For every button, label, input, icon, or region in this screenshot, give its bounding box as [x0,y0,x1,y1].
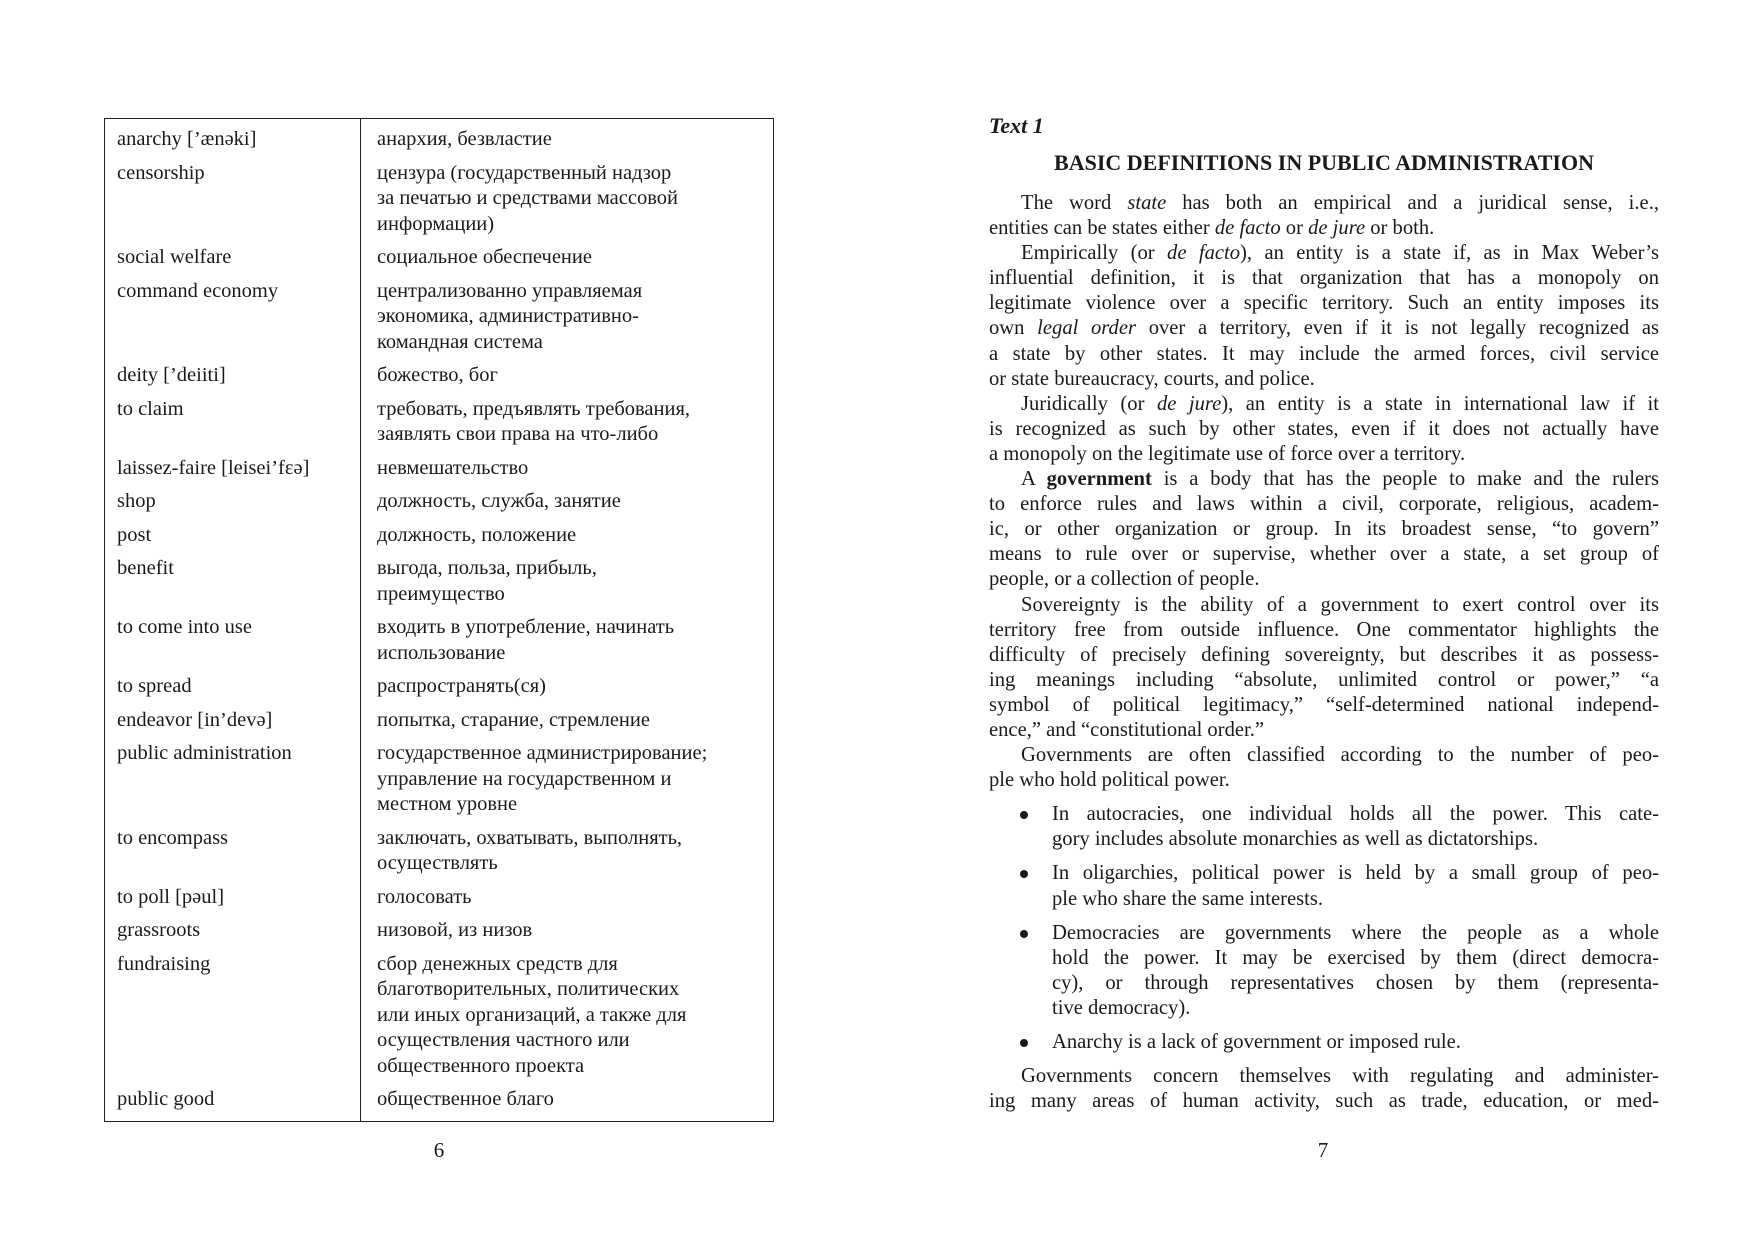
vocabulary-term: public good [105,1087,361,1121]
text-line [1052,996,1659,1021]
vocabulary-translation: попытка, старание, стремление [377,708,650,731]
text-run: ple who hold political power. [989,769,1230,792]
text-line [1052,946,1659,971]
text-run: means to rule over or supervise, whether over a state, a set group of [989,543,1659,566]
bullet-icon [1020,811,1028,819]
text-run: ing many areas of human activity, such as trade, education, or med- [989,1090,1659,1113]
bullet-icon [1020,870,1028,878]
vocabulary-row [105,279,774,364]
text-run: or both. [1365,217,1435,240]
vocabulary-term: shop [105,489,361,523]
vocabulary-row [105,456,774,490]
vocabulary-row [105,615,774,674]
text-line [989,693,1659,718]
paragraph [989,743,1659,793]
vocabulary-row [105,885,774,919]
bullet-icon [1020,1039,1028,1047]
vocabulary-row [105,826,774,885]
vocabulary-term: to encompass [105,826,361,885]
bold-term: government [1046,468,1152,491]
text-line [989,492,1659,517]
bullet-item [989,921,1659,1021]
text-run: gory includes absolute monarchies as well as dictatorships. [1052,828,1539,851]
vocabulary-term: fundraising [105,952,361,1088]
text-run: ing meanings including “absolute, unlimited control or power,” “a [989,668,1659,691]
text-line [989,216,1659,241]
italic-term: de jure [1156,392,1222,415]
vocabulary-term: public administration [105,741,361,826]
vocabulary-translation: выгода, польза, прибыль, преимущество [377,557,597,605]
vocabulary-translation: государственное администрирование; управление на государственном и местном уровне [377,742,708,815]
vocabulary-term: to come into use [105,615,361,674]
text-run: influential definition, it is that organization that has a monopoly on [989,267,1659,290]
bullet-icon [1020,930,1028,938]
vocabulary-term: command economy [105,279,361,364]
paragraph [989,191,1659,241]
vocabulary-row [105,952,774,1088]
vocabulary-translation: заключать, охватывать, выполнять, осуществлять [377,826,683,874]
vocabulary-row [105,523,774,557]
vocabulary-row [105,119,774,161]
vocabulary-term: endeavor [in’devə] [105,708,361,742]
vocabulary-term: to spread [105,674,361,708]
text-line [1052,861,1659,886]
text-line [989,342,1659,367]
vocabulary-term: grassroots [105,918,361,952]
text-run: The word [1021,192,1128,214]
text-run: own [989,317,1038,340]
text-run: cy), or through representatives chosen by them (representa- [1052,971,1659,994]
text-run: ), an entity is a state in international law if it [1221,392,1659,415]
text-run: has both an empirical and a juridical sense, i.e., [1166,192,1659,214]
text-run: symbol of political legitimacy,” “self-determined national independ- [989,693,1659,716]
vocabulary-term: social welfare [105,245,361,279]
vocabulary-translation: общественное благо [377,1088,554,1110]
text-run: is a body that has the people to make and the rulers [1151,468,1659,491]
vocabulary-translation: должность, служба, занятие [377,490,621,512]
paragraph [989,241,1659,392]
vocabulary-term: deity [’deiiti] [105,363,361,397]
text-line [989,392,1659,417]
text-run: or state bureaucracy, courts, and police. [989,367,1315,390]
text-line [989,442,1659,467]
text-run: Anarchy is a lack of government or imposed rule. [1052,1031,1461,1053]
text-line [989,367,1659,392]
text-line [989,567,1659,592]
text-line [989,542,1659,567]
text-line [989,593,1659,618]
text-run: tive democracy). [1052,996,1191,1019]
text-line [1052,971,1659,996]
text-line [989,191,1659,216]
vocabulary-translation: анархия, безвластие [377,128,552,150]
text-line [1052,1030,1659,1055]
text-run: Governments are often classified according to the number of peo- [1021,744,1659,767]
vocabulary-translation: входить в употребление, начинать использование [377,616,675,664]
italic-term: de facto [1214,217,1281,240]
vocabulary-row [105,161,774,246]
italic-term: state [1127,192,1167,214]
text-run: people, or a collection of people. [989,568,1260,591]
text-line [989,316,1659,341]
vocabulary-row [105,245,774,279]
vocabulary-term: anarchy [’ænəki] [105,119,361,161]
left-page [0,0,877,1240]
text-run: to enforce rules and laws within a civil, corporate, religious, academ- [989,493,1659,516]
page-number: 7 [1317,1138,1329,1162]
bullet-item [989,1030,1659,1055]
bullet-item [989,861,1659,911]
vocabulary-translation: социальное обеспечение [377,246,592,268]
text-line [1052,921,1659,946]
text-run: entities can be states either [989,217,1215,240]
italic-term: legal order [1037,317,1137,340]
vocabulary-row [105,674,774,708]
text-label: Text 1 [989,113,1044,138]
text-line [989,517,1659,542]
text-run: Juridically (or [1021,392,1157,415]
text-line [989,743,1659,768]
text-run: or [1280,217,1309,240]
text-line [1052,887,1659,912]
vocabulary-term: post [105,523,361,557]
text-run: Governments concern themselves with regulating and administer- [1021,1065,1659,1088]
paragraph [989,1064,1659,1114]
page-title: BASIC DEFINITIONS IN PUBLIC ADMINISTRATION [1054,150,1594,175]
bullet-list [989,802,1659,1055]
text-run: In autocracies, one individual holds all the power. This cate- [1052,803,1659,826]
text-run: legitimate violence over a specific territory. Such an entity imposes its [989,292,1659,315]
vocabulary-term: laissez-faire [leisei’fɛə] [105,456,361,490]
vocabulary-table [104,118,774,1122]
vocabulary-row [105,708,774,742]
italic-term: de jure [1308,217,1366,240]
vocabulary-row [105,741,774,826]
text-line [989,618,1659,643]
vocabulary-row [105,397,774,456]
text-run: difficulty of precisely defining sovereignty, but describes it as possess- [989,643,1659,666]
right-page [877,0,1755,1240]
vocabulary-term: to claim [105,397,361,456]
text-run: Sovereignty is the ability of a government to exert control over its [1021,593,1659,616]
text-line [989,1064,1659,1089]
text-line [989,467,1659,492]
text-run: a monopoly on the legitimate use of force over a territory. [989,442,1466,465]
vocabulary-translation: невмешательство [377,456,529,479]
vocabulary-term: censorship [105,161,361,246]
vocabulary-translation: цензура (государственный надзор за печатью и средствами массовой информации) [377,161,678,235]
italic-term: de facto [1167,242,1241,265]
text-run: In oligarchies, political power is held by a small group of peo- [1052,862,1659,885]
vocabulary-translation: требовать, предъявлять требования, заявлять свои права на что-либо [377,397,691,445]
text-run: ence,” and “constitutional order.” [989,718,1265,741]
page-number: 6 [433,1138,445,1162]
paragraph [989,593,1659,744]
paragraph [989,392,1659,467]
text-run: ic, or other organization or group. In its broadest sense, “to govern” [989,518,1659,541]
text-line [989,417,1659,442]
text-line [1052,802,1659,827]
vocabulary-row [105,918,774,952]
vocabulary-translation: низовой, из низов [377,919,533,941]
vocabulary-term: to poll [pəul] [105,885,361,919]
paragraph [989,467,1659,592]
vocabulary-translation: должность, положение [377,523,577,546]
vocabulary-row [105,489,774,523]
text-run: A [1021,468,1047,491]
text-run: is recognized as such by other states, even if it does not actually have [989,417,1659,440]
text-run: territory free from outside influence. One commentator highlights the [989,618,1659,641]
text-line [989,241,1659,266]
vocabulary-translation: централизованно управляемая экономика, административно- командная система [377,279,643,353]
bullet-item [989,802,1659,852]
text-line [989,718,1659,743]
text-run: hold the power. It may be exercised by them (direct democra- [1052,946,1659,969]
text-line [989,266,1659,291]
vocabulary-translation: божество, бог [377,364,498,386]
vocabulary-translation: сбор денежных средств для благотворительных, политических или иных организаций, а также для осуществления частного или общественного проекта [377,952,687,1077]
vocabulary-row [105,363,774,397]
text-run: Democracies are governments where the people as a whole [1052,921,1659,944]
text-line [989,768,1659,793]
vocabulary-term: benefit [105,556,361,615]
text-line [989,643,1659,668]
text-run: Empirically (or [1021,242,1168,265]
text-line [989,1089,1659,1114]
vocabulary-translation: голосовать [377,885,472,908]
text-run: over a territory, even if it is not legally recognized as [1136,317,1659,340]
text-body [989,191,1659,1114]
vocabulary-row [105,1087,774,1121]
vocabulary-translation: распространять(ся) [377,675,546,697]
text-run: ), an entity is a state if, as in Max Weber’s [1240,242,1659,265]
text-run: ple who share the same interests. [1052,887,1324,910]
text-line [1052,827,1659,852]
vocabulary-row [105,556,774,615]
text-line [989,668,1659,693]
text-run: a state by other states. It may include the armed forces, civil service [989,342,1659,365]
text-line [989,291,1659,316]
